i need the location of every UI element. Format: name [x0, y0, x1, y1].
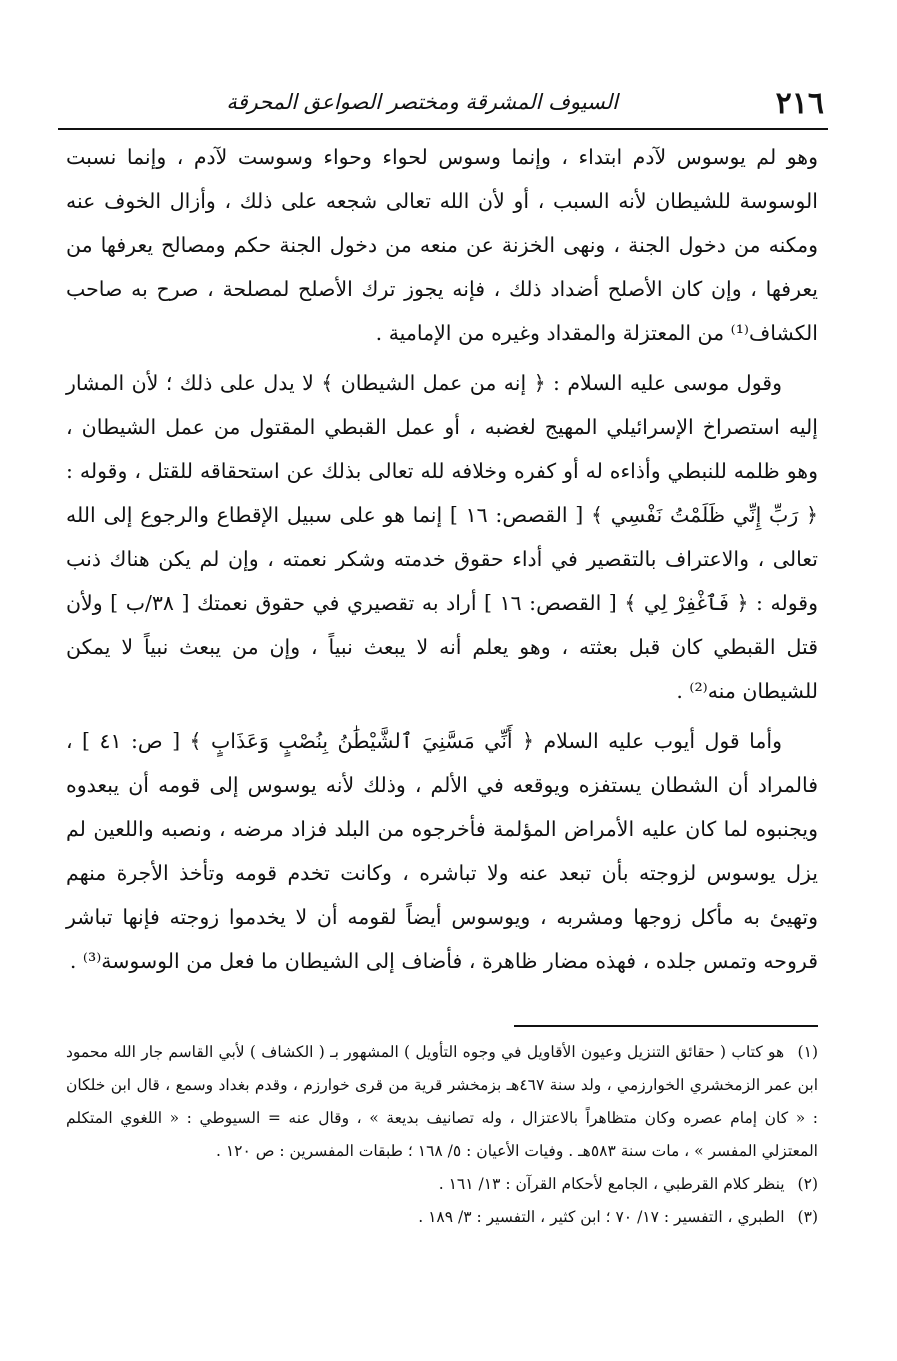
- footnote-text: هو كتاب ( حقائق التنزيل وعيون الأقاويل في وجوه التأويل ) المشهور بـ ( الكشاف ) لأبي القاسم جار الله محمود ابن عمر الزمخشري الخوارزمي ، ولد سنة ٤٦٧هـ بزمخشر قرية من قرى خوارزم ، وقدم بغداد وسمع ، قال ابن خلكان : « كان إمام عصره وكان متظاهراً بالاعتزال ، وله تصانيف بديعة » ، وقال عنه = السيوطي : « اللغوي المتكلم المعتزلي المفسر » ، مات سنة ٥٨٣هـ . وفيات الأعيان : ٥/ ١٦٨ ؛ طبقات المفسرين : ص ١٢٠ .: [66, 1043, 818, 1160]
- running-title: السيوف المشرقة ومختصر الصواعق المحرقة: [226, 90, 618, 114]
- footnote-marker: (٢): [797, 1175, 818, 1193]
- footnote-marker: (١): [797, 1043, 818, 1061]
- footnote: [66, 1201, 818, 1234]
- footnote-divider: [514, 1025, 818, 1027]
- page-number: ٢١٦: [775, 86, 824, 121]
- footnote: [66, 1036, 818, 1168]
- paragraph: وهو لم يوسوس لآدم ابتداء ، وإنما وسوس لحواء وحواء وسوست لآدم ، وإنما نسبت الوسوسة للشيطان لأنه السبب ، أو لأن الله تعالى شجعه على ذلك ، وأزال الخوف عنه ومكنه من دخول الجنة ، ونهى الخزنة عن منعه من دخول الجنة حكم ومصالح يعرفها من يعرفها ، وإن كان الأصلح أضداد ذلك ، فإنه يجوز ترك الأصلح لمصلحة ، صرح به صاحب الكشاف⁽¹⁾ من المعتزلة والمقداد وغيره من الإمامية .: [66, 145, 818, 345]
- footnote-text: الطبري ، التفسير : ١٧/ ٧٠ ؛ ابن كثير ، التفسير : ٣/ ١٨٩ .: [418, 1208, 785, 1226]
- footnotes: [66, 1036, 818, 1234]
- footnote: [66, 1168, 818, 1201]
- paragraph: وقول موسى عليه السلام : ﴿ إنه من عمل الشيطان ﴾ لا يدل على ذلك ؛ لأن المشار إليه استصراخ الإسرائيلي المهيج لغضبه ، أو عمل القبطي المقتول من عمل الشيطان ، وهو ظلمه للنبطي وأذاءه له أو كفره وخلافه لله تعالى بذلك عن استحقاقه للقتل ، وقوله : ﴿ رَبِّ إِنِّي ظَلَمْتُ نَفْسِي ﴾ [ القصص: ١٦ ] إنما هو على سبيل الإقطاع والرجوع إلى الله تعالى ، والاعتراف بالتقصير في أداء حقوق خدمته وشكر نعمته ، وإن لم يكن هناك ذنب وقوله : ﴿ فَٱغْفِرْ لِي ﴾ [ القصص: ١٦ ] أراد به تقصيري في حقوق نعمتك [ ٣٨/ب ] ولأن قتل القبطي كان قبل بعثته ، وهو يعلم أنه لا يبعث نبياً ، وإن من يبعث نبياً لا يمكن للشيطان منه⁽²⁾ .: [66, 371, 818, 703]
- footnote-text: ينظر كلام القرطبي ، الجامع لأحكام القرآن : ١٣/ ١٦١ .: [438, 1175, 785, 1193]
- paragraph: وأما قول أيوب عليه السلام ﴿ أَنِّي مَسَّنِيَ ٱلشَّيْطَٰنُ بِنُصْبٍ وَعَذَابٍ ﴾ [ ص: ٤١ ] ، فالمراد أن الشطان يستفزه ويوقعه في الألم ، وذلك لأنه يوسوس إلى قومه أن يبعدوه ويجنبوه لما كان عليه الأمراض المؤلمة فأخرجوه من البلد فزاد مرضه ، ونصبه واللعين لم يزل يوسوس لزوجته بأن تبعد عنه ولا تباشره ، وكانت تخدم قومه وتأخذ الأجرة منهم وتهيئ به مأكل زوجها ومشربه ، ويوسوس أيضاً لقومه أن لا يخدموا زوجته فإنها تباشر قروحه وتمس جلده ، فهذه مضار ظاهرة ، فأضاف إلى الشيطان ما فعل من الوسوسة⁽³⁾ .: [66, 729, 818, 973]
- footnote-marker: (٣): [797, 1208, 818, 1226]
- page-header: [58, 78, 828, 130]
- main-text: [66, 135, 818, 983]
